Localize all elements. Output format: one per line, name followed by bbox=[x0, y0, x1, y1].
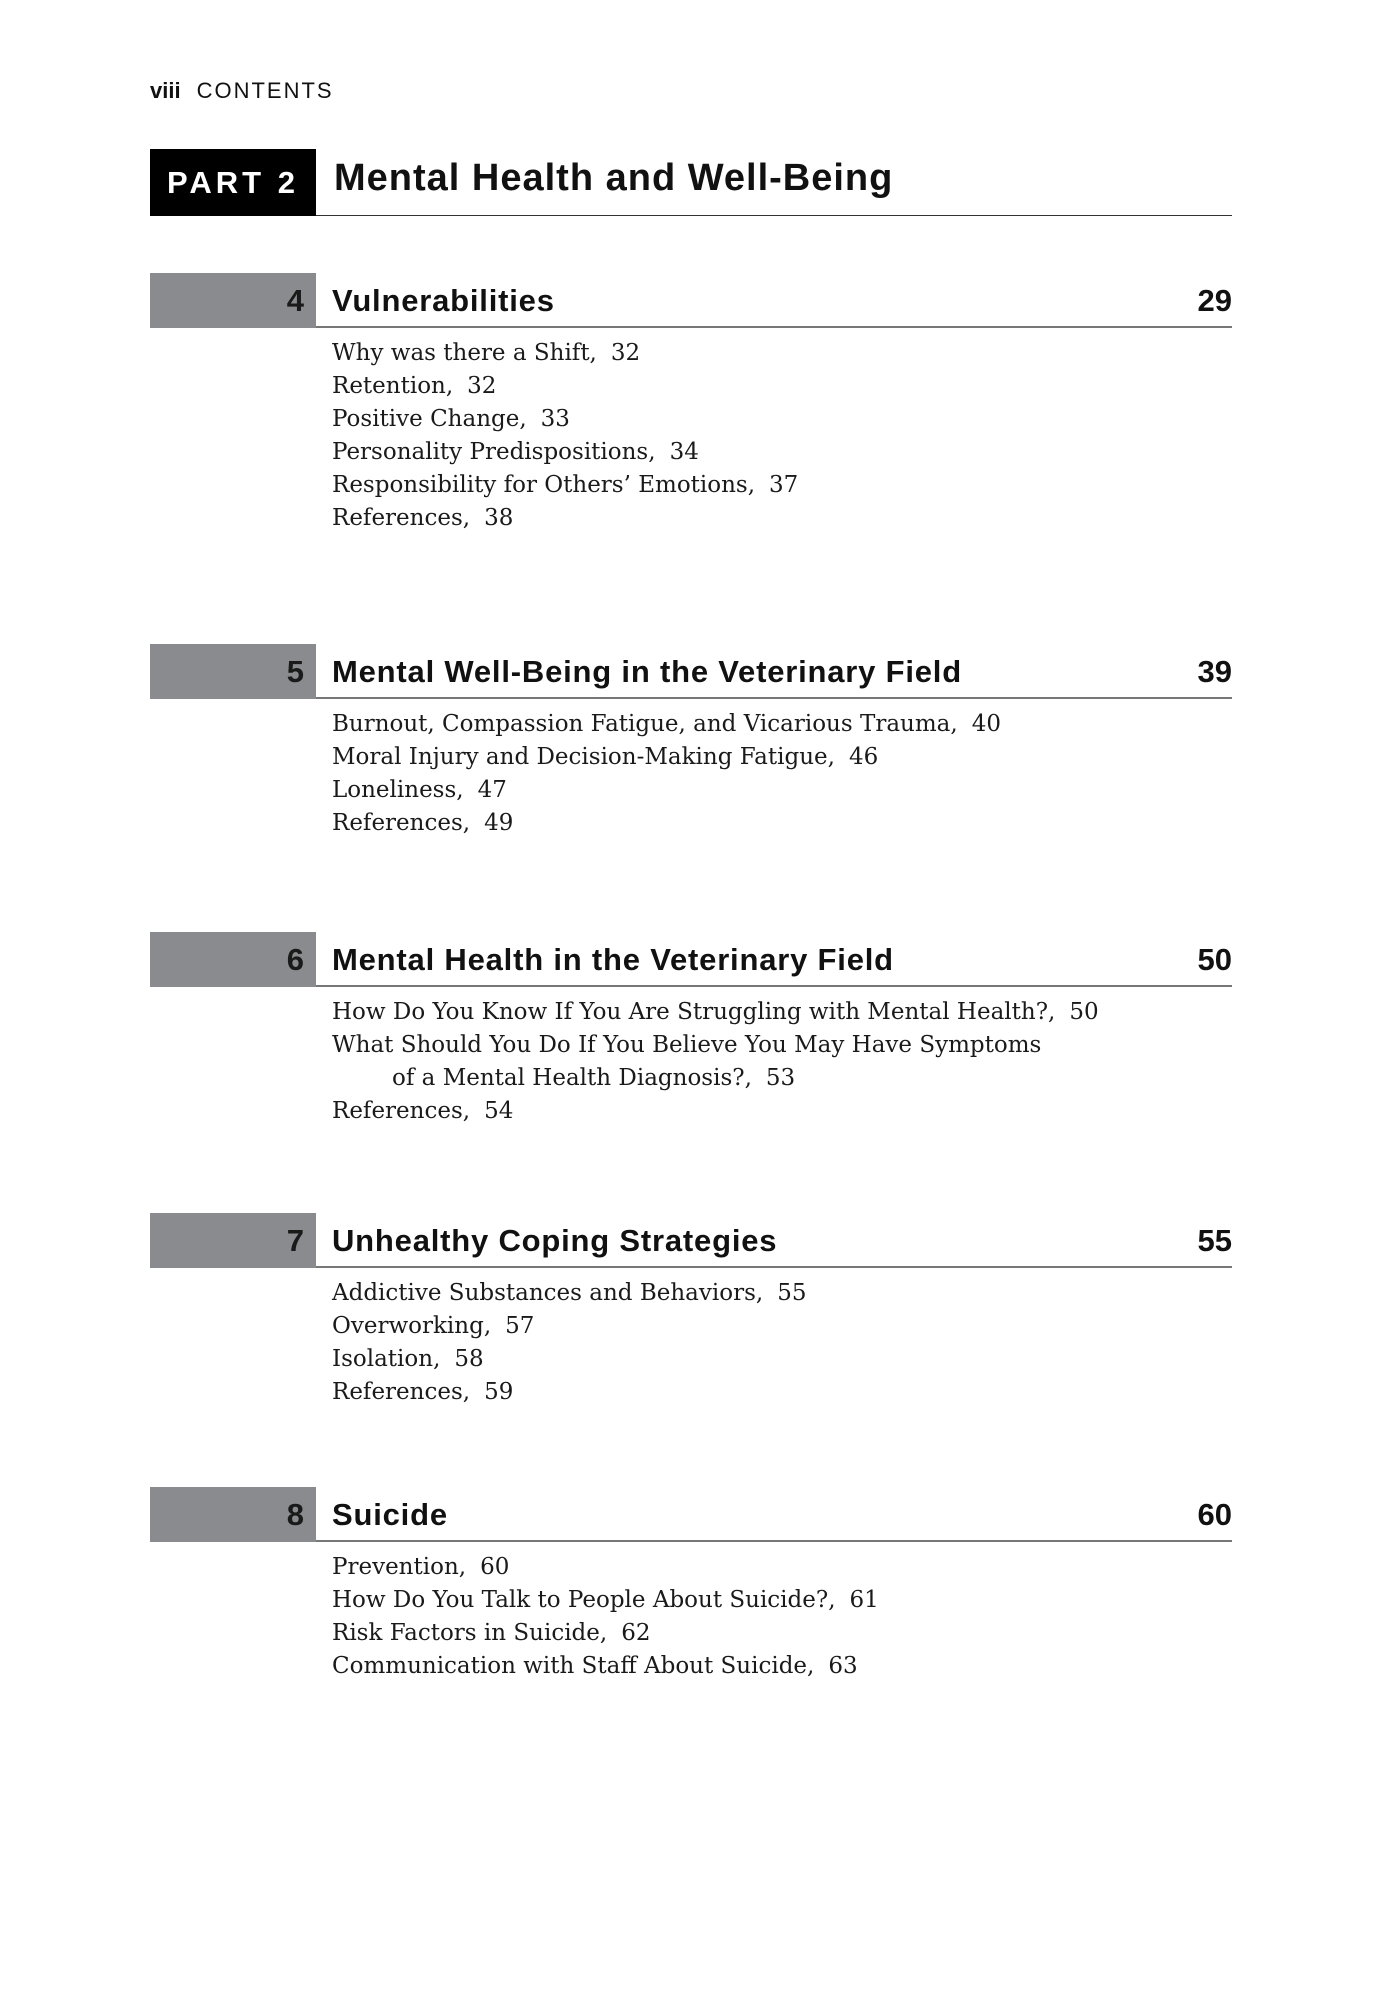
entry-page-number: 49 bbox=[484, 810, 514, 836]
entry-title: How Do You Talk to People About Suicide?, bbox=[332, 1587, 836, 1613]
chapter-page-number: 39 bbox=[1197, 654, 1232, 689]
toc-entry[interactable] bbox=[332, 1617, 1232, 1650]
entry-page-number: 38 bbox=[484, 505, 514, 531]
entry-page-number: 50 bbox=[1069, 999, 1099, 1025]
entry-page-number: 46 bbox=[848, 744, 879, 770]
toc-entry[interactable] bbox=[332, 774, 1232, 807]
chapter-heading bbox=[150, 1213, 1232, 1268]
entry-title: Overworking, bbox=[332, 1313, 492, 1339]
entry-title: Why was there a Shift, bbox=[332, 340, 597, 366]
chapter-number: 5 bbox=[150, 644, 316, 699]
chapter-number: 8 bbox=[150, 1487, 316, 1542]
chapter-rule bbox=[316, 326, 1232, 328]
entry-title: Risk Factors in Suicide, bbox=[332, 1620, 608, 1646]
toc-entry[interactable] bbox=[332, 502, 1232, 535]
entry-page-number: 33 bbox=[540, 406, 570, 432]
chapter-4 bbox=[150, 273, 1232, 535]
entry-page-number: 32 bbox=[610, 340, 641, 366]
entry-page-number: 54 bbox=[484, 1098, 514, 1124]
toc-entry[interactable] bbox=[332, 403, 1232, 436]
chapter-number: 6 bbox=[150, 932, 316, 987]
entry-title: Retention, bbox=[332, 373, 454, 399]
entry-title: Burnout, Compassion Fatigue, and Vicarious Trauma, bbox=[332, 711, 958, 737]
running-head-label: CONTENTS bbox=[196, 78, 334, 103]
entry-page-number: 57 bbox=[505, 1313, 535, 1339]
entry-title: References, bbox=[332, 1098, 471, 1124]
toc-entry[interactable] bbox=[332, 337, 1232, 370]
entry-title: Responsibility for Others’ Emotions, bbox=[332, 472, 756, 498]
running-head bbox=[150, 78, 334, 104]
entry-page-number: 58 bbox=[454, 1346, 484, 1372]
section-list bbox=[150, 1268, 1232, 1409]
chapter-title[interactable]: Mental Well-Being in the Veterinary Field bbox=[332, 654, 962, 689]
chapter-rule bbox=[316, 1540, 1232, 1542]
entry-page-number: 47 bbox=[477, 777, 507, 803]
toc-entry[interactable] bbox=[332, 1095, 1232, 1128]
chapter-6 bbox=[150, 932, 1232, 1128]
entry-page-number: 60 bbox=[480, 1554, 510, 1580]
entry-page-number: 61 bbox=[849, 1587, 879, 1613]
entry-title: Addictive Substances and Behaviors, bbox=[332, 1280, 764, 1306]
part-title: Mental Health and Well-Being bbox=[334, 157, 894, 199]
toc-entry[interactable] bbox=[332, 1277, 1232, 1310]
chapter-rule bbox=[316, 1266, 1232, 1268]
toc-entry[interactable] bbox=[332, 1029, 1232, 1095]
chapter-title[interactable]: Unhealthy Coping Strategies bbox=[332, 1223, 778, 1258]
entry-page-number: 37 bbox=[769, 472, 799, 498]
entry-page-number: 32 bbox=[467, 373, 497, 399]
toc-entry[interactable] bbox=[332, 1343, 1232, 1376]
chapter-page-number: 50 bbox=[1197, 942, 1232, 977]
toc-entry[interactable] bbox=[332, 1551, 1232, 1584]
chapter-number: 4 bbox=[150, 273, 316, 328]
chapter-page-number: 55 bbox=[1197, 1223, 1232, 1258]
part-heading bbox=[150, 149, 1232, 216]
toc-entry[interactable] bbox=[332, 1310, 1232, 1343]
chapter-page-number: 29 bbox=[1197, 283, 1232, 318]
toc-entry[interactable] bbox=[332, 1584, 1232, 1617]
toc-entry[interactable] bbox=[332, 1650, 1232, 1683]
entry-title: References, bbox=[332, 810, 471, 836]
chapter-rule bbox=[316, 985, 1232, 987]
section-list bbox=[150, 699, 1232, 840]
part-label: PART 2 bbox=[150, 149, 316, 216]
chapter-5 bbox=[150, 644, 1232, 840]
entry-title: References, bbox=[332, 505, 471, 531]
entry-title: References, bbox=[332, 1379, 471, 1405]
chapter-rule bbox=[316, 697, 1232, 699]
entry-continuation-line bbox=[332, 1062, 1232, 1095]
toc-entry[interactable] bbox=[332, 741, 1232, 774]
toc-entry[interactable] bbox=[332, 996, 1232, 1029]
toc-entry[interactable] bbox=[332, 1376, 1232, 1409]
entry-title: Positive Change, bbox=[332, 406, 527, 432]
chapter-page-number: 60 bbox=[1197, 1497, 1232, 1532]
entry-title: What Should You Do If You Believe You May Have Symptoms bbox=[332, 1032, 1042, 1058]
entry-page-number: 62 bbox=[621, 1620, 651, 1646]
chapter-title[interactable]: Mental Health in the Veterinary Field bbox=[332, 942, 894, 977]
entry-page-number: 34 bbox=[669, 439, 699, 465]
toc-entry[interactable] bbox=[332, 708, 1232, 741]
chapter-title[interactable]: Vulnerabilities bbox=[332, 283, 555, 318]
entry-title: Personality Predispositions, bbox=[332, 439, 656, 465]
toc-entry[interactable] bbox=[332, 469, 1232, 502]
toc-entry[interactable] bbox=[332, 370, 1232, 403]
page-folio: viii bbox=[150, 78, 181, 103]
chapter-heading bbox=[150, 932, 1232, 987]
entry-title: Isolation, bbox=[332, 1346, 441, 1372]
entry-title: Communication with Staff About Suicide, bbox=[332, 1653, 815, 1679]
toc-entry[interactable] bbox=[332, 807, 1232, 840]
chapter-heading bbox=[150, 1487, 1232, 1542]
entry-page-number: 40 bbox=[971, 711, 1001, 737]
chapter-title[interactable]: Suicide bbox=[332, 1497, 448, 1532]
section-list bbox=[150, 987, 1232, 1128]
entry-title: Loneliness, bbox=[332, 777, 464, 803]
section-list bbox=[150, 1542, 1232, 1683]
entry-page-number: 63 bbox=[828, 1653, 858, 1679]
entry-page-number: 55 bbox=[777, 1280, 807, 1306]
entry-title-continued: of a Mental Health Diagnosis?, bbox=[392, 1065, 752, 1091]
chapter-heading bbox=[150, 644, 1232, 699]
entry-title: Moral Injury and Decision-Making Fatigue, bbox=[332, 744, 835, 770]
part-rule bbox=[316, 215, 1232, 217]
section-list bbox=[150, 328, 1232, 535]
entry-title: Prevention, bbox=[332, 1554, 467, 1580]
entry-page-number: 59 bbox=[484, 1379, 514, 1405]
entry-page-number: 53 bbox=[765, 1065, 796, 1091]
entry-title: How Do You Know If You Are Struggling with Mental Health?, bbox=[332, 999, 1056, 1025]
chapter-heading bbox=[150, 273, 1232, 328]
chapter-7 bbox=[150, 1213, 1232, 1409]
chapter-8 bbox=[150, 1487, 1232, 1683]
toc-entry[interactable] bbox=[332, 436, 1232, 469]
chapter-number: 7 bbox=[150, 1213, 316, 1268]
